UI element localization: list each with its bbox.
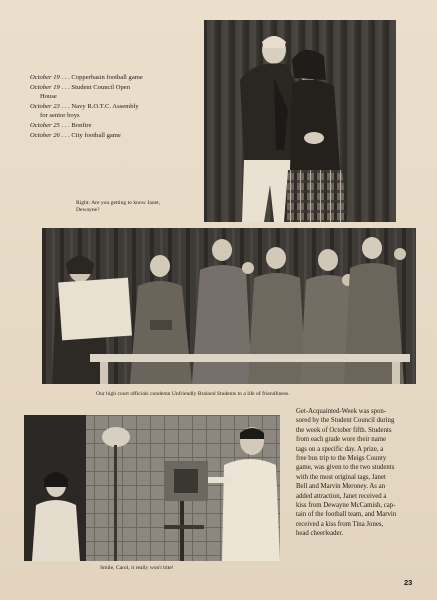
story-line: added attraction, Janet received a	[296, 492, 387, 500]
story-line: with the most original tags, Janet	[296, 473, 386, 481]
story-line: kiss from Dewayne McCamish, cap-	[296, 502, 396, 510]
calendar-event: . . . Navy R.O.T.C. Assembly	[61, 102, 139, 110]
calendar-date: October 26	[30, 131, 60, 139]
photo-court-officials	[42, 228, 416, 384]
calendar-date: October 23	[30, 102, 60, 110]
story-line: Get-Acquainted-Week was spon-	[296, 408, 387, 415]
calendar-entry	[30, 131, 205, 141]
calendar-entry	[30, 102, 205, 112]
middle-photo-caption: Our high court officials condemn Unfriendly Brained Students to a life of friendliness.	[96, 391, 290, 397]
story-text	[296, 407, 414, 539]
calendar-date: October 19	[30, 83, 60, 91]
story-line: the week of October fifth. Students	[296, 426, 392, 434]
story-line: head cheerleader.	[296, 530, 344, 538]
bottom-photo-caption: Smile, Carol, it really won't bite!	[100, 565, 174, 571]
story-line: from each grade wore their name	[296, 436, 387, 444]
story-line: game, was given to the two students	[296, 464, 395, 472]
caption-line: Dewayne?	[76, 207, 100, 214]
story-line: received a kiss from Tina Jones,	[296, 520, 384, 528]
page-number: 23	[404, 578, 413, 587]
story-line: tain of the football team, and Marvin	[296, 511, 397, 519]
calendar-event: . . . Copperbasin football game	[61, 74, 143, 81]
story-line: Bell and Marvin Meroney. As an	[296, 483, 386, 491]
story-line: sored by the Student Council during	[296, 417, 395, 425]
calendar-entry	[30, 73, 205, 83]
calendar-event: . . . City football game	[61, 131, 121, 139]
photo-camera-portrait	[24, 415, 280, 561]
calendar-event: . . . Bonfire	[61, 121, 92, 129]
photo-couple-on-stage	[204, 20, 396, 222]
story-line: tags on a specific day. A prize, a	[296, 445, 384, 453]
top-photo-caption	[76, 200, 186, 214]
calendar-entry	[30, 83, 205, 93]
calendar-event-continued: for senior boys	[40, 112, 80, 120]
calendar-event: . . . Student Council Open	[61, 83, 131, 91]
calendar-date: October 25	[30, 121, 60, 129]
event-calendar	[30, 73, 205, 140]
calendar-date: October 19	[30, 74, 60, 81]
caption-line: Right: Are you getting to know Janet,	[76, 200, 161, 206]
story-line: free bus trip to the Meigs County	[296, 455, 387, 463]
calendar-entry	[30, 121, 205, 131]
calendar-event-continued: House	[40, 93, 57, 101]
